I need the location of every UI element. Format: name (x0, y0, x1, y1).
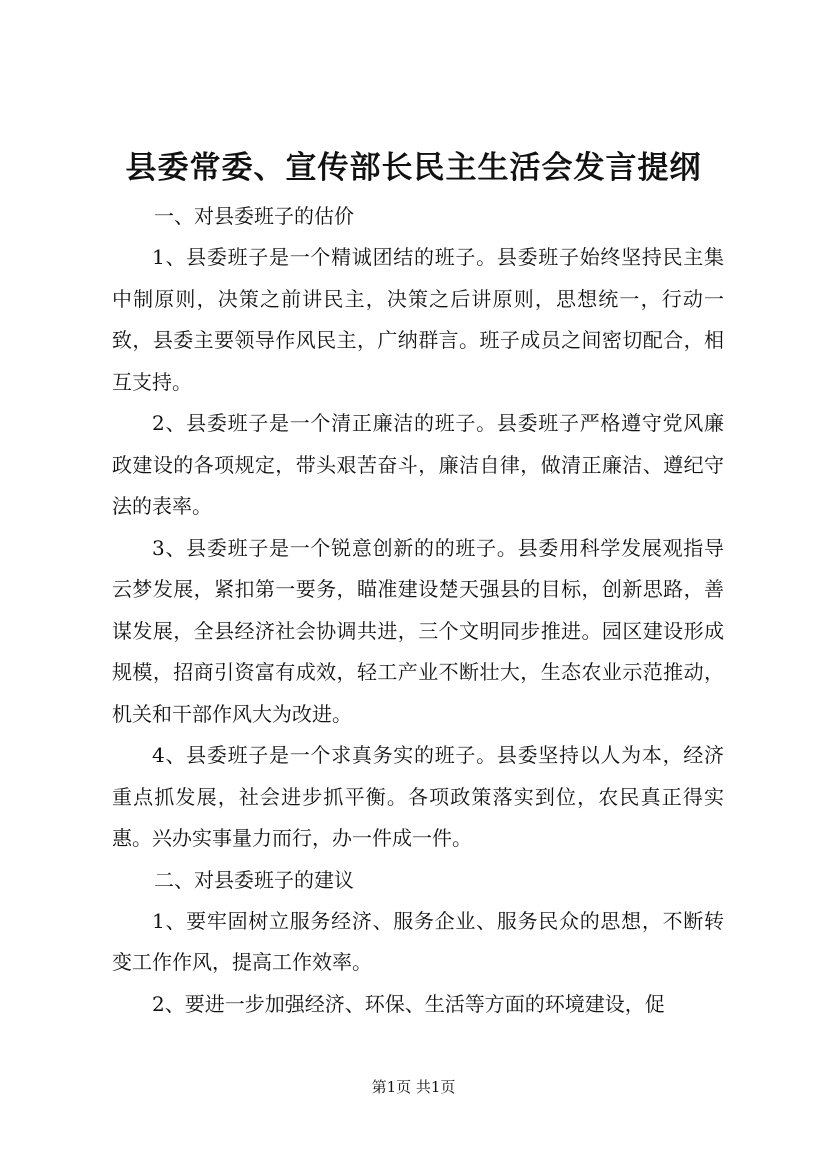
paragraph: 2、要进一步加强经济、环保、生活等方面的环境建设，促 (152, 991, 665, 1016)
page-footer: 第1页 共1页 (371, 1078, 456, 1096)
section-1 (112, 196, 724, 860)
paragraph: 1、要牢固树立服务经济、服务企业、服务民众的思想，不断转变工作作风，提高工作效率。 (112, 908, 724, 974)
document-body (112, 196, 724, 1025)
paragraph: 4、县委班子是一个求真务实的班子。县委坚持以人为本，经济重点抓发展，社会进步抓平衡。各项政策落实到位，农民真正得实惠。兴办实事量力而行，办一件成一件。 (112, 743, 724, 850)
paragraph: 1、县委班子是一个精诚团结的班子。县委班子始终坚持民主集中制原则，决策之前讲民主，决策之后讲原则，思想统一，行动一致，县委主要领导作风民主，广纳群言。班子成员之间密切配合，相互支持。 (112, 245, 724, 394)
section-heading: 一、对县委班子的估价 (154, 204, 354, 228)
paragraph: 3、县委班子是一个锐意创新的的班子。县委用科学发展观指导云梦发展，紧扣第一要务，瞄准建设楚天强县的目标，创新思路，善谋发展，全县经济社会协调共进，三个文明同步推进。园区建设形成规模，招商引资富有成效，轻工产业不断壮大，生态农业示范推动，机关和干部作风大为改进。 (112, 535, 724, 726)
paragraph: 2、县委班子是一个清正廉洁的班子。县委班子严格遵守党风廉政建设的各项规定，带头艰苦奋斗，廉洁自律，做清正廉洁、遵纪守法的表率。 (112, 411, 724, 518)
section-heading: 二、对县委班子的建议 (154, 867, 354, 892)
document-title: 县委常委、宣传部长民主生活会发言提纲 (125, 150, 702, 186)
section-2 (112, 860, 724, 1026)
